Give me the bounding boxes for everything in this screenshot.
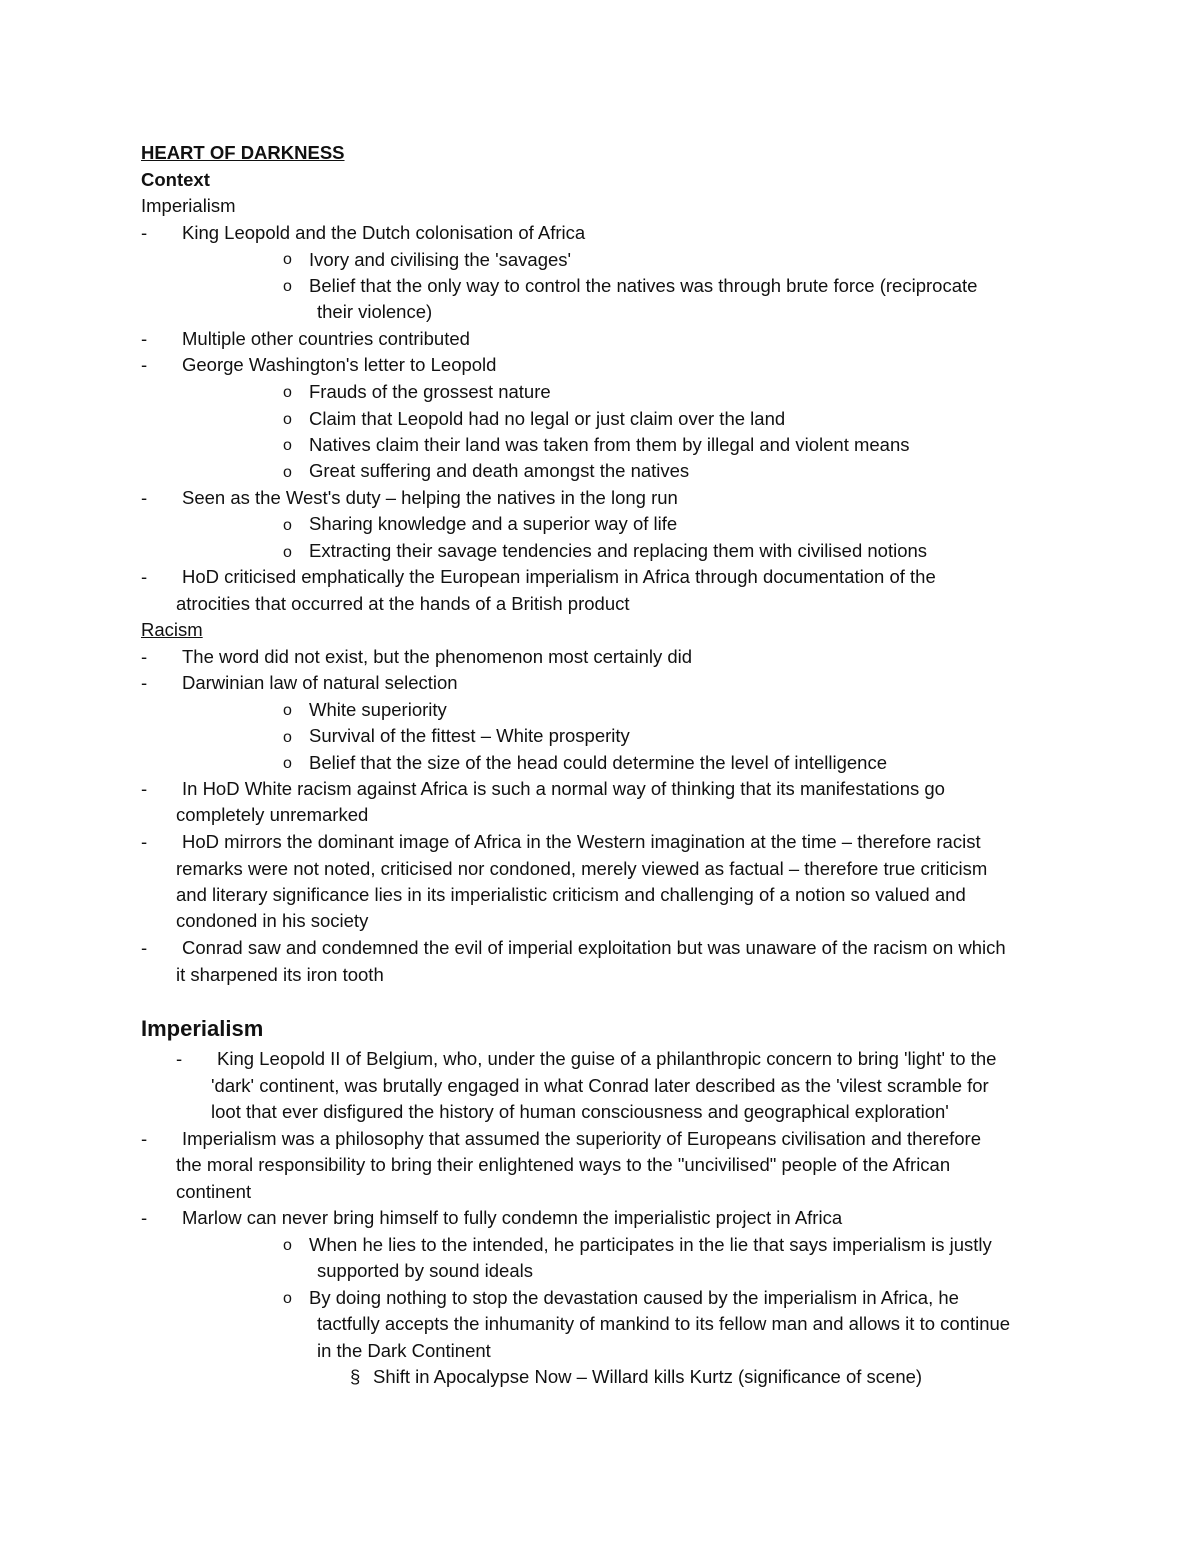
sub-list-item: Belief that the only way to control the natives was through brute force (reciprocate <box>309 275 978 296</box>
list-item: HoD criticised emphatically the European imperialism in Africa through documentation of the <box>182 566 936 587</box>
list-item: HoD mirrors the dominant image of Africa in the Western imagination at the time – therefore racist <box>182 831 981 852</box>
sub-list-item: Natives claim their land was taken from them by illegal and violent means <box>309 434 910 455</box>
circle-bullet: o <box>283 251 292 268</box>
list-item-continued: 'dark' continent, was brutally engaged in what Conrad later described as the 'vilest scramble for <box>211 1075 989 1096</box>
circle-bullet: o <box>283 464 292 481</box>
list-item-continued: condoned in his society <box>176 910 369 931</box>
list-item-continued: atrocities that occurred at the hands of a British product <box>176 593 630 614</box>
dash-bullet: - <box>141 222 148 243</box>
list-item: Multiple other countries contributed <box>182 328 470 349</box>
sub-list-item: When he lies to the intended, he participates in the lie that says imperialism is justly <box>309 1234 992 1255</box>
list-item-continued: continent <box>176 1181 252 1202</box>
list-item: Seen as the West's duty – helping the natives in the long run <box>182 487 678 508</box>
list-item: The word did not exist, but the phenomenon most certainly did <box>182 646 693 667</box>
dash-bullet: - <box>141 1128 148 1149</box>
circle-bullet: o <box>283 702 292 719</box>
dash-bullet: - <box>141 831 148 852</box>
circle-bullet: o <box>283 755 292 772</box>
dash-bullet: - <box>176 1048 183 1069</box>
dash-bullet: - <box>141 937 148 958</box>
circle-bullet: o <box>283 517 292 534</box>
list-item-continued: remarks were not noted, criticised nor condoned, merely viewed as factual – therefore true criticism <box>176 858 988 879</box>
list-item: Imperialism was a philosophy that assumed the superiority of Europeans civilisation and therefore <box>182 1128 981 1149</box>
sub-list-item: Great suffering and death amongst the natives <box>309 460 690 481</box>
sub-list-item: Ivory and civilising the 'savages' <box>309 249 572 270</box>
sub-list-item-continued: their violence) <box>317 301 433 322</box>
sub-list-item: Claim that Leopold had no legal or just claim over the land <box>309 408 786 429</box>
sub-list-item-continued: supported by sound ideals <box>317 1260 533 1281</box>
dash-bullet: - <box>141 778 148 799</box>
list-item: George Washington's letter to Leopold <box>182 354 497 375</box>
sub-list-item-continued: tactfully accepts the inhumanity of mankind to its fellow man and allows it to continue <box>317 1313 1011 1334</box>
circle-bullet: o <box>283 729 292 746</box>
imperialism-heading: Imperialism <box>141 1016 264 1041</box>
circle-bullet: o <box>283 411 292 428</box>
dash-bullet: - <box>141 1207 148 1228</box>
section-sign-bullet: § <box>350 1366 361 1387</box>
dash-bullet: - <box>141 566 148 587</box>
list-item-continued: the moral responsibility to bring their enlightened ways to the "uncivilised" people of the African <box>176 1154 951 1175</box>
document-title: HEART OF DARKNESS <box>141 142 345 163</box>
list-item: In HoD White racism against Africa is such a normal way of thinking that its manifestations go <box>182 778 945 799</box>
list-item-continued: loot that ever disfigured the history of human consciousness and geographical exploration' <box>211 1101 949 1122</box>
circle-bullet: o <box>283 1237 292 1254</box>
circle-bullet: o <box>283 1290 292 1307</box>
sub-list-item: White superiority <box>309 699 447 720</box>
sub-sub-list-item: Shift in Apocalypse Now – Willard kills Kurtz (significance of scene) <box>373 1366 923 1387</box>
list-item-continued: and literary significance lies in its imperialistic criticism and challenging of a notion so valued and <box>176 884 966 905</box>
list-item: King Leopold II of Belgium, who, under the guise of a philanthropic concern to bring 'light' to the <box>217 1048 997 1069</box>
sub-list-item: Extracting their savage tendencies and replacing them with civilised notions <box>309 540 928 561</box>
circle-bullet: o <box>283 384 292 401</box>
sub-list-item: Frauds of the grossest nature <box>309 381 551 402</box>
dash-bullet: - <box>141 646 148 667</box>
dash-bullet: - <box>141 672 148 693</box>
imperialism-subheading: Imperialism <box>141 195 236 216</box>
dash-bullet: - <box>141 328 148 349</box>
circle-bullet: o <box>283 437 292 454</box>
sub-list-item-continued: in the Dark Continent <box>317 1340 491 1361</box>
dash-bullet: - <box>141 487 148 508</box>
sub-list-item: Sharing knowledge and a superior way of life <box>309 513 678 534</box>
list-item: Darwinian law of natural selection <box>182 672 458 693</box>
circle-bullet: o <box>283 544 292 561</box>
sub-list-item: By doing nothing to stop the devastation caused by the imperialism in Africa, he <box>309 1287 959 1308</box>
list-item-continued: completely unremarked <box>176 804 369 825</box>
sub-list-item: Survival of the fittest – White prosperity <box>309 725 630 746</box>
list-item-continued: it sharpened its iron tooth <box>176 964 384 985</box>
sub-list-item: Belief that the size of the head could determine the level of intelligence <box>309 752 887 773</box>
racism-heading: Racism <box>141 619 203 640</box>
dash-bullet: - <box>141 354 148 375</box>
circle-bullet: o <box>283 278 292 295</box>
list-item: Marlow can never bring himself to fully condemn the imperialistic project in Africa <box>182 1207 843 1228</box>
list-item: King Leopold and the Dutch colonisation of Africa <box>182 222 586 243</box>
context-heading: Context <box>141 169 210 190</box>
list-item: Conrad saw and condemned the evil of imperial exploitation but was unaware of the racism on which <box>182 937 1006 958</box>
